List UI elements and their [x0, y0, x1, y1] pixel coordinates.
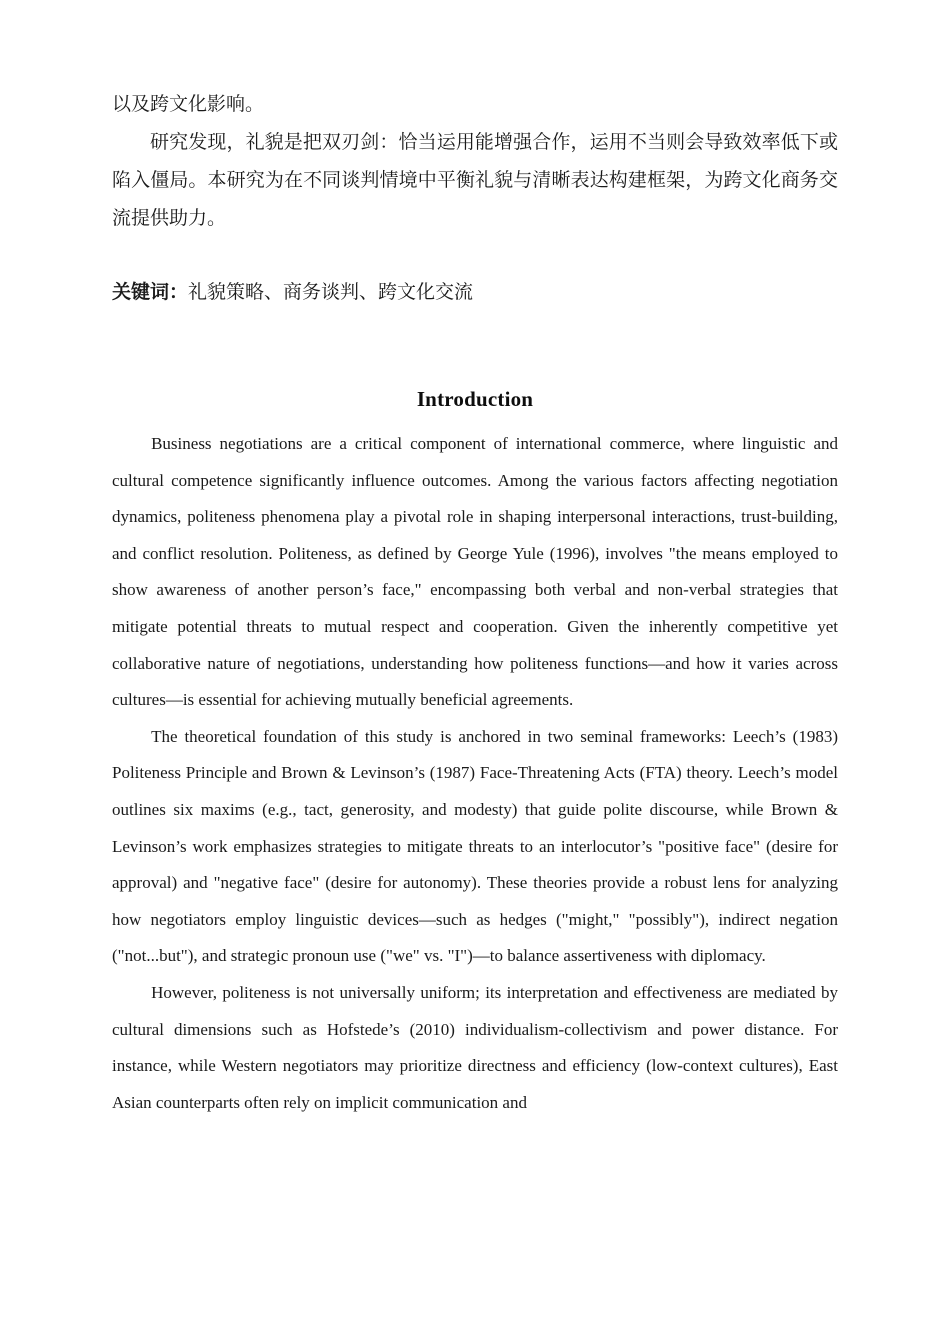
keywords-value: 礼貌策略、商务谈判、跨文化交流: [188, 282, 474, 303]
abstract-chinese-findings-paragraph: 研究发现，礼貌是把双刃剑：恰当运用能增强合作，运用不当则会导致效率低下或陷入僵局。本研究为在不同谈判情境中平衡礼貌与清晰表达构建框架，为跨文化商务交流提供助力。: [112, 132, 838, 229]
section-heading-introduction: Introduction: [416, 387, 534, 411]
abstract-chinese-continuation: 以及跨文化影响。: [112, 94, 265, 115]
keywords-line: [112, 238, 838, 312]
body-paragraph-3: However, politeness is not universally uniform; its interpretation and effectiveness are mediated by cultural dimensions such as Hofstede’s (2010) individualism-collectivism and power distance. For instance, while Western negotiators may prioritize directness and efficiency (low-context cultures), East Asian counterparts often rely on implicit communication and: [112, 982, 838, 1112]
body-paragraph-1: Business negotiations are a critical component of international commerce, where linguistic and cultural competence significantly influence outcomes. Among the various factors affecting negotiation dynamics, politeness phenomena play a pivotal role in shaping interpersonal interactions, trust-building, and conflict resolution. Politeness, as defined by George Yule (1996), involves "the means employed to show awareness of another person’s face," encompassing both verbal and non-verbal strategies that mitigate potential threats to mutual respect and cooperation. Given the inherently competitive yet collaborative nature of negotiations, understanding how politeness functions—and how it varies across cultures—is essential for achieving mutually beneficial agreements.: [112, 434, 838, 710]
body-paragraph-2: The theoretical foundation of this study is anchored in two seminal frameworks: Leech’s (1983) Politeness Principle and Brown & Levinson’s (1987) Face-Threatening Acts (FTA) theory. Leech’s model outlines six maxims (e.g., tact, generosity, and modesty) that guide polite discourse, while Brown & Levinson’s work emphasizes strategies to mitigate threats to an interlocutor’s "positive face" (desire for approval) and "negative face" (desire for autonomy). These theories provide a robust lens for analyzing how negotiators employ linguistic devices—such as hedges ("might," "possibly"), indirect negation ("not...but"), and strategic pronoun use ("we" vs. "I")—to balance assertiveness with diplomacy.: [112, 726, 838, 966]
keywords-label: 关键词：: [112, 282, 189, 303]
page-content: [112, 86, 838, 1121]
